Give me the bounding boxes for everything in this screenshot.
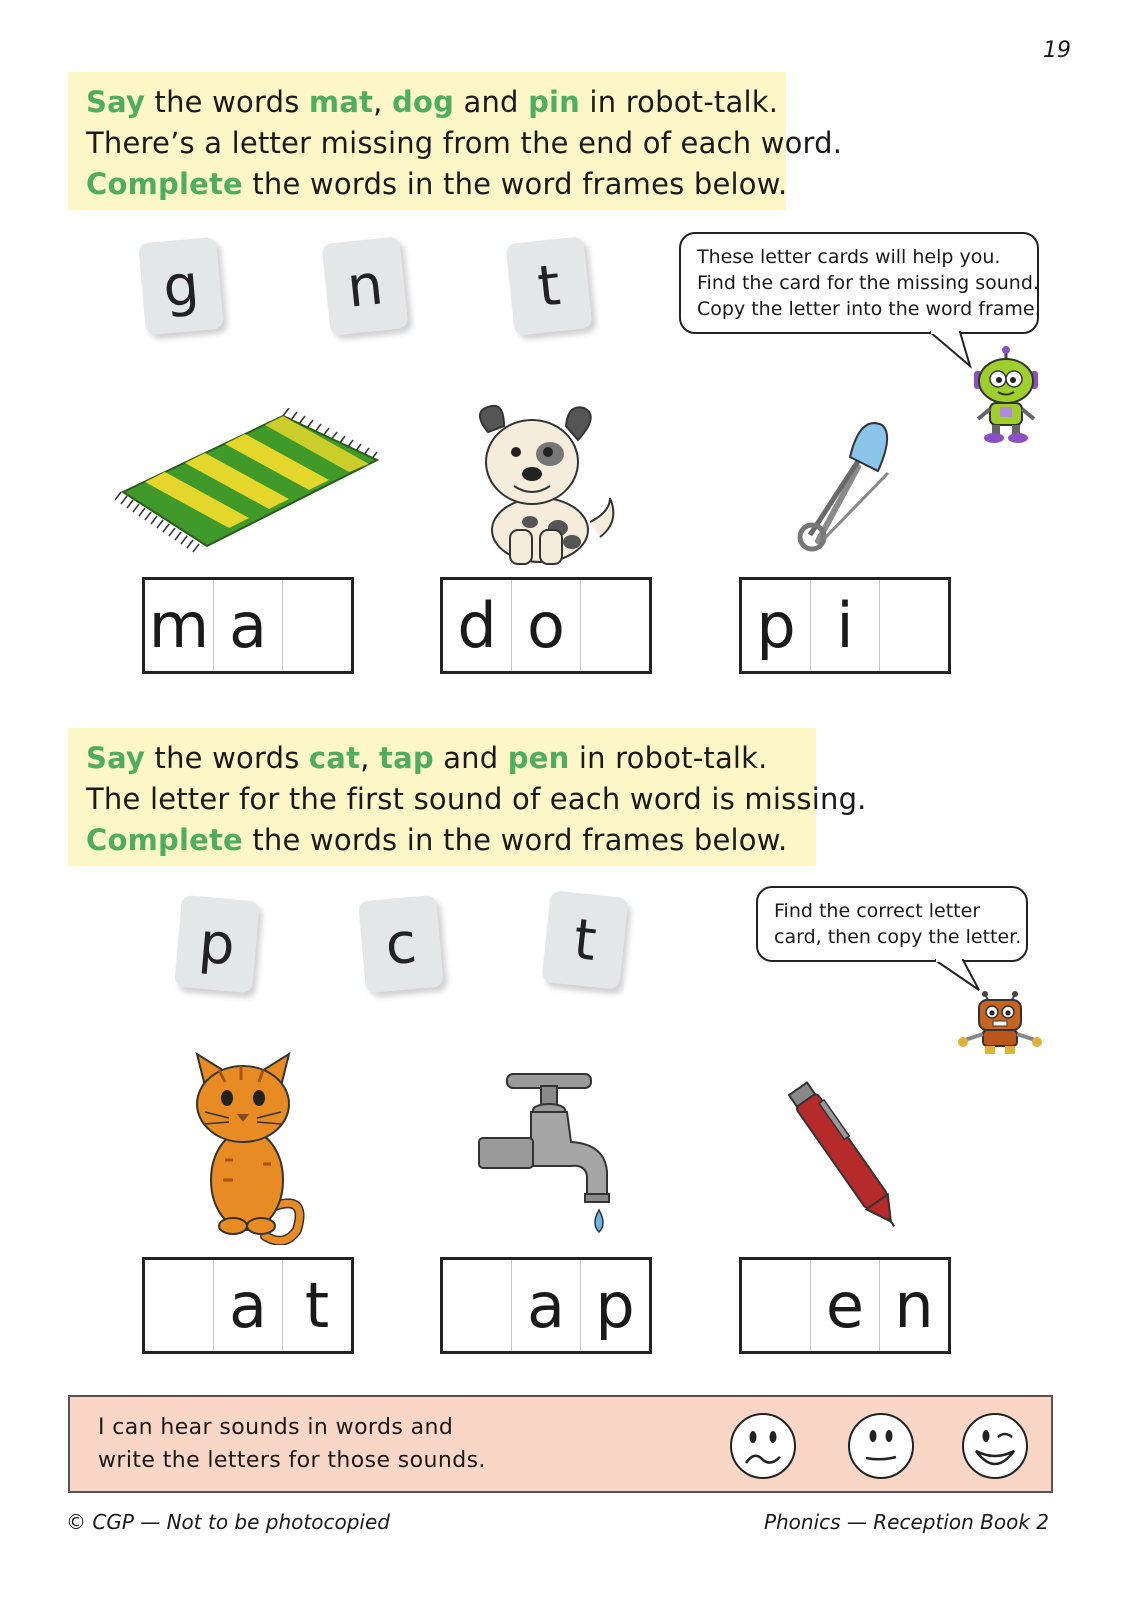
happy-face-icon[interactable] (960, 1411, 1030, 1481)
letter-card: t (505, 236, 592, 336)
sad-face-icon[interactable] (728, 1411, 798, 1481)
mat-rug-picture (115, 408, 383, 558)
blank-letter-cell[interactable] (282, 580, 351, 671)
green-robot-icon (970, 345, 1042, 445)
instruction-text: the words in the word frames below. (242, 823, 788, 857)
instruction-text: and (454, 85, 529, 119)
word-frame-pen (739, 1257, 951, 1354)
blank-letter-cell[interactable] (443, 1260, 511, 1351)
letter-cell: p (580, 1260, 649, 1351)
word-frame-mat (142, 577, 354, 674)
keyword: Complete (86, 167, 243, 201)
letter-card: p (174, 895, 260, 993)
letter-cell: a (511, 1260, 580, 1351)
letter-cell: i (810, 580, 879, 671)
instruction-text: , (360, 741, 379, 775)
letter-card: n (321, 236, 408, 336)
keyword: dog (392, 85, 455, 119)
keyword: mat (308, 85, 374, 119)
word-frame-tap (440, 1257, 652, 1354)
letter-cell: e (810, 1260, 879, 1351)
speech-bubble (756, 886, 1028, 962)
dog-picture (470, 402, 620, 567)
blank-letter-cell[interactable] (742, 1260, 810, 1351)
bubble-line: Find the card for the missing sound. (697, 272, 1039, 294)
keyword: tap (379, 741, 434, 775)
instruction-line (86, 82, 779, 123)
bubble-line: These letter cards will help you. (697, 246, 1001, 268)
letter-cell: d (457, 588, 497, 662)
instruction-box-2 (68, 728, 867, 866)
keyword: Say (86, 741, 146, 775)
neutral-face-icon[interactable] (846, 1411, 916, 1481)
orange-robot-icon (955, 990, 1045, 1056)
word-frame-cat (142, 1257, 354, 1354)
letter-cell: m (148, 588, 210, 662)
instruction-line (86, 738, 798, 779)
instruction-line: There’s a letter missing from the end of each word. (86, 126, 843, 160)
letter-card: t (541, 890, 628, 990)
instruction-line: The letter for the first sound of each word is missing. (86, 782, 867, 816)
letter-cell: a (213, 1260, 282, 1351)
instruction-text: and (433, 741, 508, 775)
footer-copyright: © CGP — Not to be photocopied (66, 1510, 390, 1534)
instruction-line (86, 820, 798, 861)
word-frame-pin (739, 577, 951, 674)
blank-letter-cell[interactable] (879, 580, 948, 671)
instruction-text: the words in the word frames below. (242, 167, 788, 201)
instruction-line (86, 164, 788, 205)
tap-picture (475, 1072, 620, 1242)
keyword: pen (507, 741, 570, 775)
instruction-text: in robot-talk. (569, 741, 768, 775)
letter-card: c (358, 895, 444, 993)
blank-letter-cell[interactable] (145, 1260, 213, 1351)
letter-cell: n (879, 1260, 948, 1351)
letter-cell: t (282, 1260, 351, 1351)
instruction-text: in robot-talk. (580, 85, 779, 119)
instruction-text: , (373, 85, 393, 119)
blank-letter-cell[interactable] (580, 580, 649, 671)
keyword: Complete (86, 823, 243, 857)
speech-bubble-tail (935, 958, 985, 994)
bubble-line: Find the correct letter (774, 900, 981, 922)
self-assessment-box (68, 1395, 1053, 1493)
instruction-box-1 (68, 72, 843, 210)
keyword: Say (86, 85, 146, 119)
page-number: 19 (1043, 38, 1071, 63)
letter-cell: p (756, 588, 796, 662)
cat-picture (185, 1040, 310, 1245)
letter-cell: o (511, 580, 580, 671)
instruction-text: the words (145, 741, 309, 775)
keyword: cat (308, 741, 361, 775)
bubble-line: card, then copy the letter. (774, 926, 1022, 948)
self-assessment-line: write the letters for those sounds. (98, 1448, 486, 1473)
self-assessment-line: I can hear sounds in words and (98, 1415, 454, 1440)
letter-card: g (138, 237, 224, 335)
pen-picture (780, 1068, 910, 1243)
safety-pin-picture (790, 415, 900, 555)
speech-bubble (679, 232, 1039, 334)
keyword: pin (528, 85, 581, 119)
word-frame-dog (440, 577, 652, 674)
letter-cell: a (213, 580, 282, 671)
footer-book-title: Phonics — Reception Book 2 (763, 1510, 1049, 1534)
bubble-line: Copy the letter into the word frame. (697, 298, 1041, 320)
instruction-text: the words (145, 85, 309, 119)
self-assessment-text (98, 1411, 486, 1477)
